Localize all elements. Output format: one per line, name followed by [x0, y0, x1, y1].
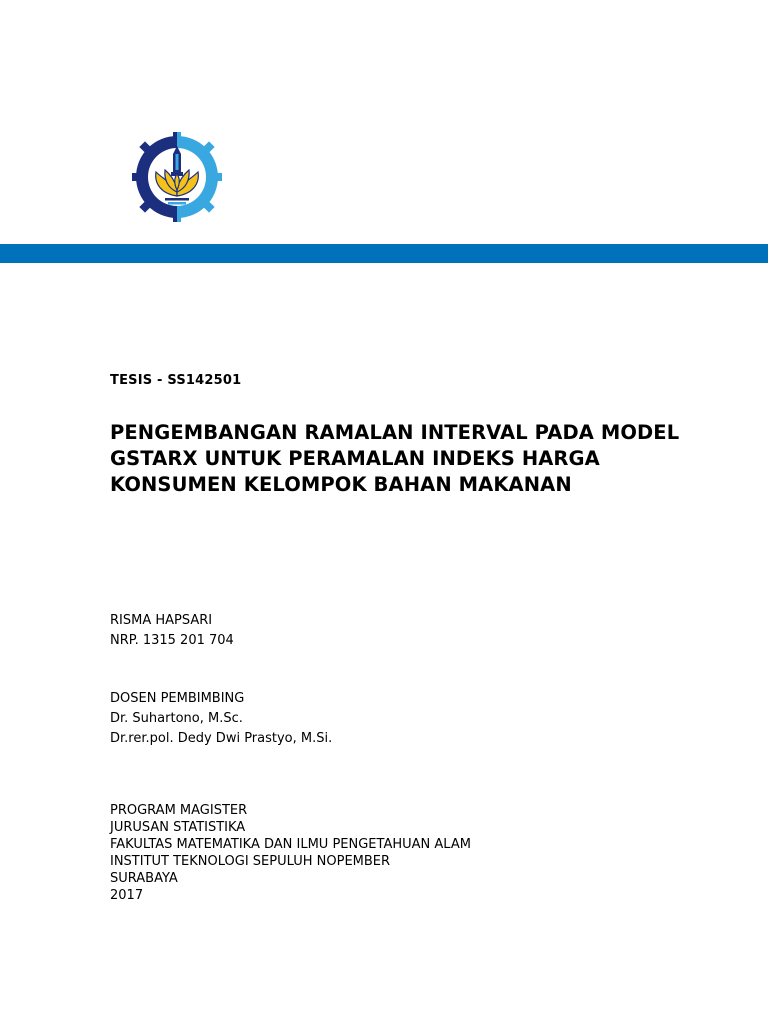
institution-logo: [132, 132, 222, 222]
department-name: JURUSAN STATISTIKA: [110, 820, 246, 835]
author-block: [110, 611, 234, 651]
author-name: RISMA HAPSARI: [110, 613, 213, 628]
program-name: PROGRAM MAGISTER: [110, 803, 248, 818]
title-line: PENGEMBANGAN RAMALAN INTERVAL PADA MODEL: [110, 421, 680, 444]
institute-name: INSTITUT TEKNOLOGI SEPULUH NOPEMBER: [110, 854, 391, 869]
advisor-name: Dr.rer.pol. Dedy Dwi Prastyo, M.Si.: [110, 731, 333, 746]
thesis-code: TESIS - SS142501: [110, 373, 242, 388]
thesis-title: [110, 420, 710, 498]
advisor-block: [110, 689, 332, 749]
year: 2017: [110, 888, 144, 903]
institution-block: [110, 802, 471, 904]
author-nrp: NRP. 1315 201 704: [110, 633, 234, 648]
title-line: KONSUMEN KELOMPOK BAHAN MAKANAN: [110, 473, 572, 496]
title-line: GSTARX UNTUK PERAMALAN INDEKS HARGA: [110, 447, 600, 470]
city-name: SURABAYA: [110, 871, 178, 886]
header-stripe: [0, 244, 768, 263]
its-logo-icon: [132, 132, 222, 222]
advisor-heading: DOSEN PEMBIMBING: [110, 691, 245, 706]
advisor-name: Dr. Suhartono, M.Sc.: [110, 711, 243, 726]
faculty-name: FAKULTAS MATEMATIKA DAN ILMU PENGETAHUAN ALAM: [110, 837, 471, 852]
